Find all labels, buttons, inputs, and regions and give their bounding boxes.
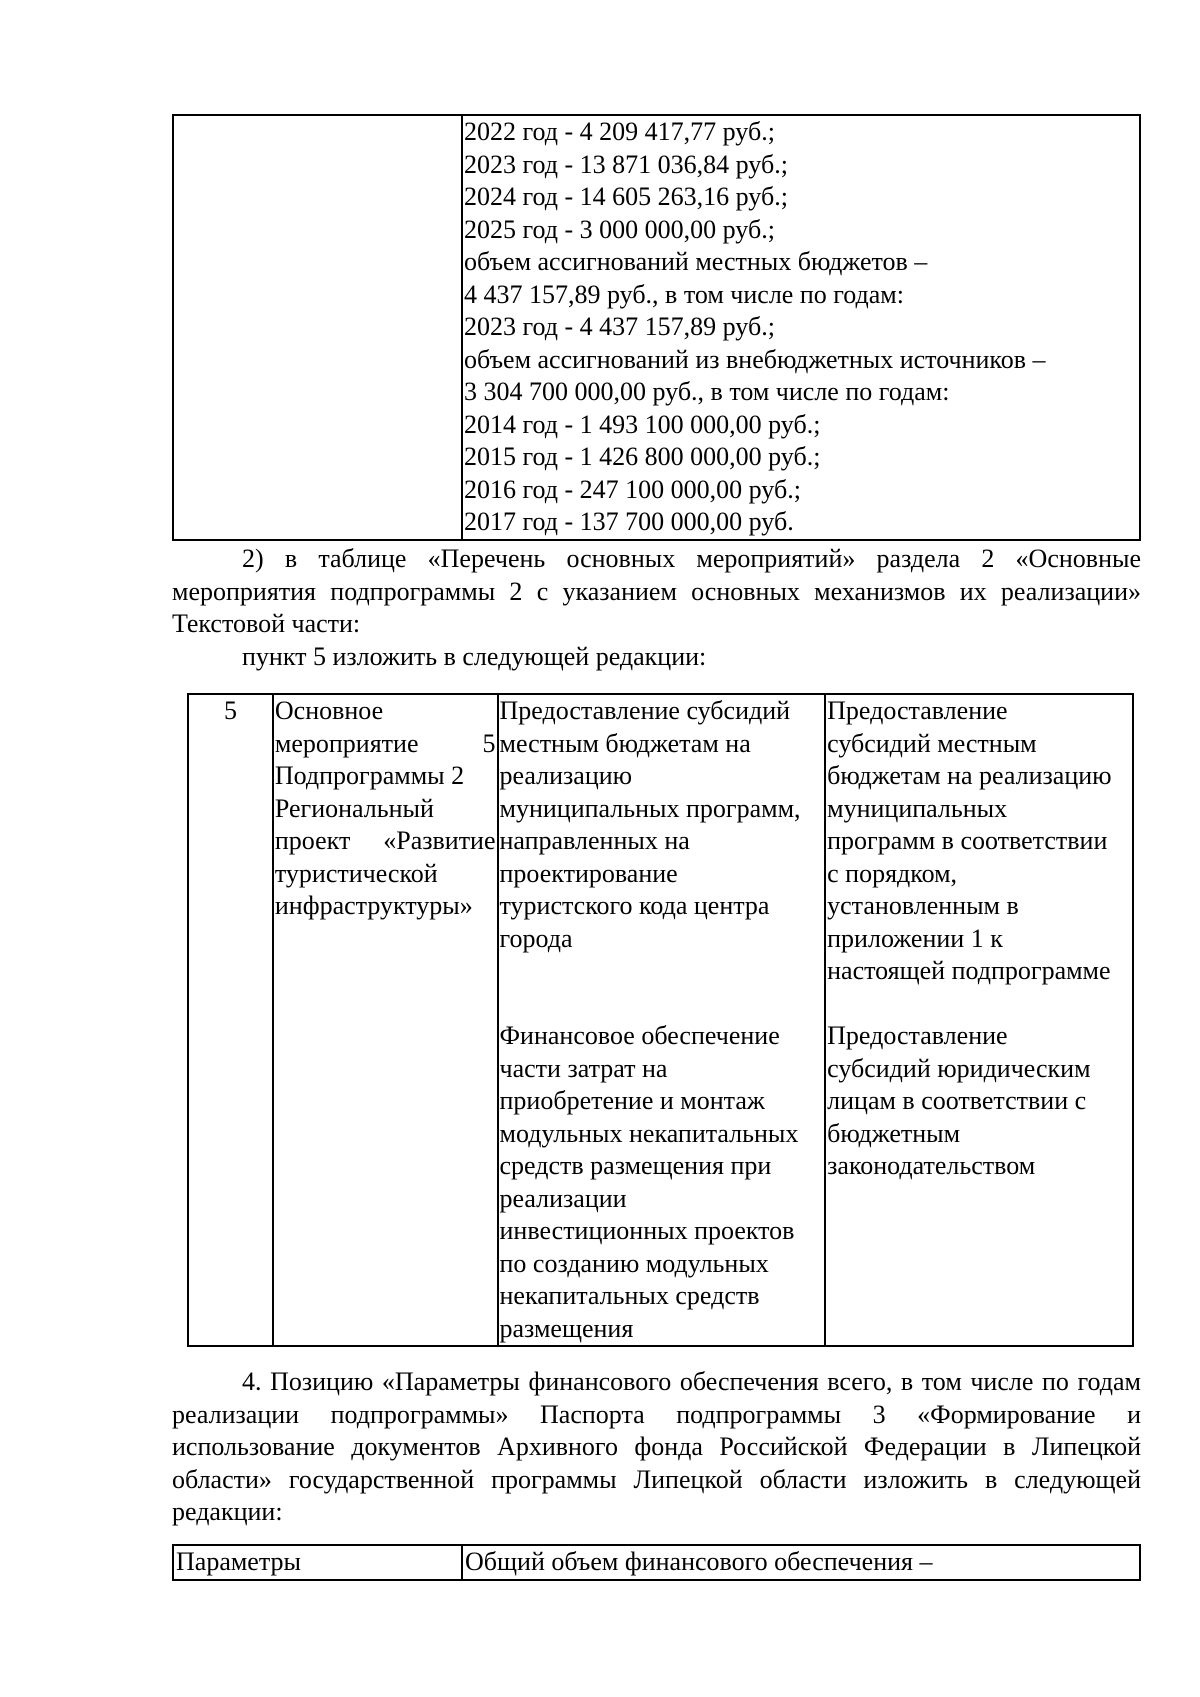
- finance-line: 2022 год - 4 209 417,77 руб.;: [464, 117, 775, 146]
- mechanism-line: программ в соответствии: [827, 826, 1108, 855]
- activity-line: туристского кода центра: [499, 891, 770, 920]
- activity-name-line: мероприятие 5: [274, 728, 496, 758]
- activity-description-cell: [498, 694, 826, 1346]
- mechanism-line: субсидий местным: [827, 728, 1037, 758]
- finance-line: 2015 год - 1 426 800 000,00 руб.;: [464, 442, 821, 471]
- mechanism-line: законодательством: [827, 1151, 1036, 1180]
- mechanism-line: Предоставление: [827, 696, 1008, 725]
- paragraph-item-5: пункт 5 изложить в следующей редакции:: [242, 642, 707, 671]
- finance-line: 4 437 157,89 руб., в том числе по годам:: [464, 279, 904, 309]
- activity-line: Финансовое обеспечение: [499, 1021, 780, 1050]
- activity-line: инвестиционных проектов: [499, 1216, 795, 1245]
- activity-number-cell: 5: [188, 694, 273, 1346]
- activity-line: приобретение и монтаж: [499, 1086, 765, 1115]
- mechanism-line: с порядком,: [827, 858, 958, 888]
- finance-line: 2016 год - 247 100 000,00 руб.;: [464, 474, 801, 504]
- activity-line: направленных на: [499, 826, 690, 855]
- finance-line: 3 304 700 000,00 руб., в том числе по годам:: [464, 377, 950, 406]
- mechanism-line: Предоставление: [827, 1021, 1008, 1050]
- mechanism-line: бюджетным: [827, 1118, 961, 1148]
- activity-line: проектирование: [499, 858, 678, 888]
- activity-line: части затрат на: [499, 1053, 668, 1083]
- activity-line: размещения: [499, 1313, 634, 1343]
- activity-name-cell: [273, 694, 498, 1346]
- finance-line: 2023 год - 4 437 157,89 руб.;: [464, 312, 775, 341]
- activity-name-line: туристической: [274, 858, 438, 888]
- activity-name-line: Основное: [274, 696, 384, 725]
- main-activities-table: [187, 693, 1134, 1347]
- parameters-value-cell: Общий объем финансового обеспечения –: [462, 1545, 1140, 1580]
- parameters-label-cell: Параметры: [173, 1545, 462, 1580]
- mechanism-line: установленным в: [827, 891, 1019, 920]
- activity-name-line: проект «Развитие: [274, 826, 496, 855]
- spacer: [500, 988, 824, 1021]
- table-row: [173, 1545, 1140, 1580]
- activity-line: города: [499, 923, 573, 953]
- finance-line: 2014 год - 1 493 100 000,00 руб.;: [464, 409, 821, 439]
- finance-line: 2024 год - 14 605 263,16 руб.;: [464, 182, 788, 211]
- activity-name-line: инфраструктуры»: [274, 891, 473, 920]
- activity-line: некапитальных средств: [499, 1281, 760, 1310]
- activity-line: муниципальных программ,: [499, 793, 801, 823]
- activity-line: реализацию: [499, 761, 633, 790]
- mechanism-line: приложении 1 к: [827, 923, 1003, 953]
- mechanism-line: настоящей подпрограмме: [827, 956, 1111, 985]
- finance-line: объем ассигнований местных бюджетов –: [464, 247, 928, 276]
- spacer: [500, 955, 824, 988]
- activity-line: реализации: [499, 1183, 627, 1213]
- finance-line: 2025 год - 3 000 000,00 руб.;: [464, 214, 775, 244]
- activity-line: модульных некапитальных: [499, 1118, 799, 1148]
- table-row: [173, 115, 1140, 540]
- mechanism-line: субсидий юридическим: [827, 1053, 1091, 1083]
- activity-line: местным бюджетам на: [499, 728, 751, 758]
- activity-mechanism-cell: [825, 694, 1133, 1346]
- parameters-table: [172, 1544, 1141, 1581]
- table-row: [188, 694, 1133, 1346]
- activity-name-line: Подпрограммы 2: [274, 761, 465, 790]
- mechanism-line: бюджетам на реализацию: [827, 761, 1112, 790]
- table-cell-empty: [173, 115, 462, 540]
- finance-line: объем ассигнований из внебюджетных источников –: [464, 344, 1046, 374]
- activity-line: Предоставление субсидий: [499, 696, 791, 725]
- activity-name-line: Региональный: [274, 793, 434, 823]
- finance-volume-table: [172, 114, 1141, 541]
- mechanism-line: лицам в соответствии с: [827, 1086, 1087, 1115]
- spacer: [827, 988, 1131, 1021]
- finance-values-cell: [462, 115, 1140, 540]
- activity-line: по созданию модульных: [499, 1248, 769, 1278]
- finance-line: 2017 год - 137 700 000,00 руб.: [464, 507, 794, 536]
- mechanism-line: муниципальных: [827, 793, 1008, 823]
- paragraph-table-amendment: 2) в таблице «Перечень основных мероприятий» раздела 2 «Основные мероприятия подпрограммы 2 с указанием основных механизмов их реализации» Текстовой части:: [172, 544, 1141, 638]
- paragraph-subprogram-3: 4. Позицию «Параметры финансового обеспечения всего, в том числе по годам реализации подпрограммы» Паспорта подпрограммы 3 «Формирование и использование документов Архивного фонда Российской Федерации в Липецкой области» государственной программы Липецкой области изложить в следующей редакции:: [172, 1367, 1141, 1526]
- activity-line: средств размещения при: [499, 1151, 772, 1180]
- finance-line: 2023 год - 13 871 036,84 руб.;: [464, 149, 788, 179]
